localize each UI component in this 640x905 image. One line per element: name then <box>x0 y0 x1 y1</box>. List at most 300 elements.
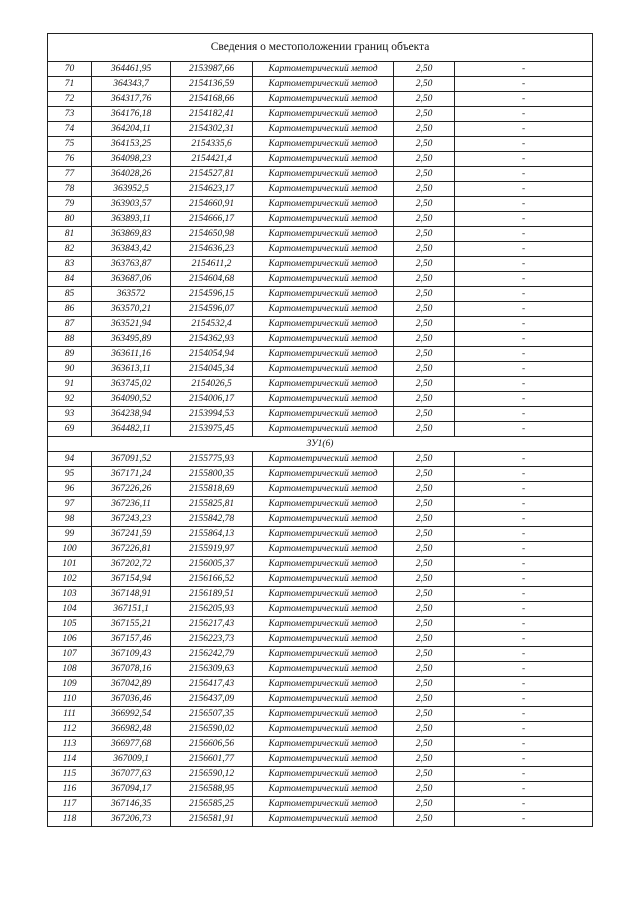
coord-y-cell: 2154650,98 <box>171 227 253 242</box>
point-number-cell: 89 <box>48 347 92 362</box>
accuracy-cell: 2,50 <box>394 422 455 437</box>
point-number-cell: 118 <box>48 812 92 827</box>
note-cell: - <box>455 452 593 467</box>
point-number-cell: 92 <box>48 392 92 407</box>
coord-x-cell: 367154,94 <box>92 572 171 587</box>
table-row <box>48 362 593 377</box>
table-row <box>48 182 593 197</box>
accuracy-cell: 2,50 <box>394 92 455 107</box>
coord-y-cell: 2156217,43 <box>171 617 253 632</box>
point-number-cell: 77 <box>48 167 92 182</box>
coord-x-cell: 367009,1 <box>92 752 171 767</box>
coord-x-cell: 363903,57 <box>92 197 171 212</box>
note-cell: - <box>455 167 593 182</box>
table-row <box>48 332 593 347</box>
coord-x-cell: 367202,72 <box>92 557 171 572</box>
coord-x-cell: 363570,21 <box>92 302 171 317</box>
point-number-cell: 94 <box>48 452 92 467</box>
method-cell: Картометрический метод <box>253 107 394 122</box>
table-row <box>48 737 593 752</box>
note-cell: - <box>455 737 593 752</box>
note-cell: - <box>455 227 593 242</box>
coord-y-cell: 2154302,31 <box>171 122 253 137</box>
accuracy-cell: 2,50 <box>394 467 455 482</box>
accuracy-cell: 2,50 <box>394 752 455 767</box>
accuracy-cell: 2,50 <box>394 647 455 662</box>
coord-x-cell: 367036,46 <box>92 692 171 707</box>
table-row <box>48 137 593 152</box>
coord-x-cell: 363952,5 <box>92 182 171 197</box>
note-cell: - <box>455 77 593 92</box>
coord-y-cell: 2154026,5 <box>171 377 253 392</box>
point-number-cell: 76 <box>48 152 92 167</box>
coord-x-cell: 363869,83 <box>92 227 171 242</box>
accuracy-cell: 2,50 <box>394 107 455 122</box>
table-row <box>48 527 593 542</box>
coord-y-cell: 2156417,43 <box>171 677 253 692</box>
method-cell: Картометрический метод <box>253 257 394 272</box>
table-row <box>48 167 593 182</box>
table-row <box>48 797 593 812</box>
method-cell: Картометрический метод <box>253 92 394 107</box>
point-number-cell: 80 <box>48 212 92 227</box>
accuracy-cell: 2,50 <box>394 362 455 377</box>
coord-y-cell: 2156606,56 <box>171 737 253 752</box>
table-body <box>48 34 593 827</box>
accuracy-cell: 2,50 <box>394 227 455 242</box>
table-row <box>48 107 593 122</box>
note-cell: - <box>455 242 593 257</box>
coord-y-cell: 2155825,81 <box>171 497 253 512</box>
table-row <box>48 722 593 737</box>
table-row <box>48 512 593 527</box>
accuracy-cell: 2,50 <box>394 137 455 152</box>
table-row <box>48 377 593 392</box>
coord-y-cell: 2156242,79 <box>171 647 253 662</box>
accuracy-cell: 2,50 <box>394 452 455 467</box>
note-cell: - <box>455 362 593 377</box>
coord-y-cell: 2156166,52 <box>171 572 253 587</box>
note-cell: - <box>455 707 593 722</box>
table-row <box>48 347 593 362</box>
accuracy-cell: 2,50 <box>394 332 455 347</box>
note-cell: - <box>455 422 593 437</box>
coord-y-cell: 2156507,35 <box>171 707 253 722</box>
accuracy-cell: 2,50 <box>394 497 455 512</box>
note-cell: - <box>455 482 593 497</box>
accuracy-cell: 2,50 <box>394 302 455 317</box>
method-cell: Картометрический метод <box>253 812 394 827</box>
table-row <box>48 92 593 107</box>
coord-x-cell: 364028,26 <box>92 167 171 182</box>
method-cell: Картометрический метод <box>253 272 394 287</box>
point-number-cell: 112 <box>48 722 92 737</box>
method-cell: Картометрический метод <box>253 137 394 152</box>
note-cell: - <box>455 512 593 527</box>
point-number-cell: 84 <box>48 272 92 287</box>
coord-y-cell: 2154604,68 <box>171 272 253 287</box>
coord-x-cell: 364482,11 <box>92 422 171 437</box>
point-number-cell: 71 <box>48 77 92 92</box>
coord-x-cell: 367094,17 <box>92 782 171 797</box>
coord-x-cell: 367042,89 <box>92 677 171 692</box>
table-row <box>48 662 593 677</box>
accuracy-cell: 2,50 <box>394 407 455 422</box>
point-number-cell: 81 <box>48 227 92 242</box>
accuracy-cell: 2,50 <box>394 617 455 632</box>
method-cell: Картометрический метод <box>253 377 394 392</box>
coord-y-cell: 2153975,45 <box>171 422 253 437</box>
coord-x-cell: 363495,89 <box>92 332 171 347</box>
coord-y-cell: 2154636,23 <box>171 242 253 257</box>
coord-y-cell: 2156585,25 <box>171 797 253 812</box>
coord-y-cell: 2154596,15 <box>171 287 253 302</box>
coord-x-cell: 367243,23 <box>92 512 171 527</box>
note-cell: - <box>455 407 593 422</box>
accuracy-cell: 2,50 <box>394 257 455 272</box>
note-cell: - <box>455 272 593 287</box>
point-number-cell: 105 <box>48 617 92 632</box>
accuracy-cell: 2,50 <box>394 737 455 752</box>
note-cell: - <box>455 677 593 692</box>
note-cell: - <box>455 797 593 812</box>
coord-x-cell: 364343,7 <box>92 77 171 92</box>
method-cell: Картометрический метод <box>253 227 394 242</box>
coord-y-cell: 2154045,34 <box>171 362 253 377</box>
table-row <box>48 152 593 167</box>
coord-x-cell: 367148,91 <box>92 587 171 602</box>
coord-y-cell: 2153987,66 <box>171 62 253 77</box>
point-number-cell: 86 <box>48 302 92 317</box>
note-cell: - <box>455 692 593 707</box>
accuracy-cell: 2,50 <box>394 482 455 497</box>
coord-x-cell: 367171,24 <box>92 467 171 482</box>
section-label: ЗУ1(6) <box>48 437 593 452</box>
method-cell: Картометрический метод <box>253 737 394 752</box>
method-cell: Картометрический метод <box>253 407 394 422</box>
point-number-cell: 87 <box>48 317 92 332</box>
accuracy-cell: 2,50 <box>394 587 455 602</box>
method-cell: Картометрический метод <box>253 557 394 572</box>
point-number-cell: 88 <box>48 332 92 347</box>
coord-y-cell: 2155864,13 <box>171 527 253 542</box>
boundary-table <box>47 33 593 827</box>
method-cell: Картометрический метод <box>253 62 394 77</box>
method-cell: Картометрический метод <box>253 662 394 677</box>
method-cell: Картометрический метод <box>253 152 394 167</box>
point-number-cell: 70 <box>48 62 92 77</box>
note-cell: - <box>455 527 593 542</box>
table-row <box>48 557 593 572</box>
coord-x-cell: 364090,52 <box>92 392 171 407</box>
note-cell: - <box>455 182 593 197</box>
note-cell: - <box>455 467 593 482</box>
table-row <box>48 497 593 512</box>
point-number-cell: 96 <box>48 482 92 497</box>
method-cell: Картометрический метод <box>253 332 394 347</box>
table-row <box>48 482 593 497</box>
table-title: Сведения о местоположении границ объекта <box>48 34 593 62</box>
coord-x-cell: 363613,11 <box>92 362 171 377</box>
accuracy-cell: 2,50 <box>394 317 455 332</box>
method-cell: Картометрический метод <box>253 467 394 482</box>
coord-x-cell: 367146,35 <box>92 797 171 812</box>
coord-x-cell: 363687,06 <box>92 272 171 287</box>
table-row <box>48 587 593 602</box>
table-row <box>48 782 593 797</box>
point-number-cell: 78 <box>48 182 92 197</box>
note-cell: - <box>455 137 593 152</box>
accuracy-cell: 2,50 <box>394 557 455 572</box>
accuracy-cell: 2,50 <box>394 182 455 197</box>
table-row <box>48 227 593 242</box>
method-cell: Картометрический метод <box>253 617 394 632</box>
method-cell: Картометрический метод <box>253 362 394 377</box>
coord-x-cell: 367155,21 <box>92 617 171 632</box>
point-number-cell: 85 <box>48 287 92 302</box>
table-row <box>48 122 593 137</box>
note-cell: - <box>455 212 593 227</box>
coord-y-cell: 2156309,63 <box>171 662 253 677</box>
point-number-cell: 74 <box>48 122 92 137</box>
coord-x-cell: 364098,23 <box>92 152 171 167</box>
section-row <box>48 437 593 452</box>
table-row <box>48 272 593 287</box>
note-cell: - <box>455 392 593 407</box>
note-cell: - <box>455 557 593 572</box>
note-cell: - <box>455 542 593 557</box>
method-cell: Картометрический метод <box>253 647 394 662</box>
coord-y-cell: 2156437,09 <box>171 692 253 707</box>
point-number-cell: 82 <box>48 242 92 257</box>
point-number-cell: 106 <box>48 632 92 647</box>
coord-y-cell: 2156601,77 <box>171 752 253 767</box>
title-row <box>48 34 593 62</box>
note-cell: - <box>455 347 593 362</box>
coord-y-cell: 2155919,97 <box>171 542 253 557</box>
accuracy-cell: 2,50 <box>394 197 455 212</box>
note-cell: - <box>455 152 593 167</box>
method-cell: Картометрический метод <box>253 602 394 617</box>
coord-x-cell: 364176,18 <box>92 107 171 122</box>
note-cell: - <box>455 572 593 587</box>
method-cell: Картометрический метод <box>253 242 394 257</box>
accuracy-cell: 2,50 <box>394 377 455 392</box>
note-cell: - <box>455 602 593 617</box>
coord-x-cell: 367078,16 <box>92 662 171 677</box>
method-cell: Картометрический метод <box>253 782 394 797</box>
method-cell: Картометрический метод <box>253 767 394 782</box>
method-cell: Картометрический метод <box>253 287 394 302</box>
accuracy-cell: 2,50 <box>394 392 455 407</box>
coord-x-cell: 367151,1 <box>92 602 171 617</box>
point-number-cell: 98 <box>48 512 92 527</box>
note-cell: - <box>455 287 593 302</box>
coord-y-cell: 2156205,93 <box>171 602 253 617</box>
point-number-cell: 97 <box>48 497 92 512</box>
table-row <box>48 707 593 722</box>
method-cell: Картометрический метод <box>253 77 394 92</box>
accuracy-cell: 2,50 <box>394 572 455 587</box>
coord-y-cell: 2156581,91 <box>171 812 253 827</box>
method-cell: Картометрический метод <box>253 347 394 362</box>
coord-y-cell: 2156189,51 <box>171 587 253 602</box>
coord-y-cell: 2156005,37 <box>171 557 253 572</box>
table-row <box>48 452 593 467</box>
coord-x-cell: 367241,59 <box>92 527 171 542</box>
coord-y-cell: 2155842,78 <box>171 512 253 527</box>
note-cell: - <box>455 377 593 392</box>
accuracy-cell: 2,50 <box>394 347 455 362</box>
note-cell: - <box>455 122 593 137</box>
accuracy-cell: 2,50 <box>394 287 455 302</box>
accuracy-cell: 2,50 <box>394 692 455 707</box>
table-row <box>48 617 593 632</box>
point-number-cell: 116 <box>48 782 92 797</box>
accuracy-cell: 2,50 <box>394 662 455 677</box>
note-cell: - <box>455 317 593 332</box>
accuracy-cell: 2,50 <box>394 707 455 722</box>
note-cell: - <box>455 197 593 212</box>
coord-y-cell: 2154666,17 <box>171 212 253 227</box>
accuracy-cell: 2,50 <box>394 77 455 92</box>
method-cell: Картометрический метод <box>253 392 394 407</box>
coord-y-cell: 2154006,17 <box>171 392 253 407</box>
table-row <box>48 257 593 272</box>
coord-x-cell: 367109,43 <box>92 647 171 662</box>
method-cell: Картометрический метод <box>253 527 394 542</box>
coord-x-cell: 363521,94 <box>92 317 171 332</box>
method-cell: Картометрический метод <box>253 497 394 512</box>
accuracy-cell: 2,50 <box>394 722 455 737</box>
table-row <box>48 287 593 302</box>
note-cell: - <box>455 647 593 662</box>
coord-x-cell: 366982,48 <box>92 722 171 737</box>
method-cell: Картометрический метод <box>253 632 394 647</box>
coord-y-cell: 2156223,73 <box>171 632 253 647</box>
coord-y-cell: 2156590,12 <box>171 767 253 782</box>
table-row <box>48 197 593 212</box>
coord-y-cell: 2154623,17 <box>171 182 253 197</box>
coord-y-cell: 2153994,53 <box>171 407 253 422</box>
method-cell: Картометрический метод <box>253 542 394 557</box>
accuracy-cell: 2,50 <box>394 242 455 257</box>
method-cell: Картометрический метод <box>253 197 394 212</box>
table-row <box>48 407 593 422</box>
accuracy-cell: 2,50 <box>394 512 455 527</box>
accuracy-cell: 2,50 <box>394 152 455 167</box>
coord-y-cell: 2154168,66 <box>171 92 253 107</box>
accuracy-cell: 2,50 <box>394 527 455 542</box>
table-row <box>48 302 593 317</box>
table-row <box>48 812 593 827</box>
coord-y-cell: 2154660,91 <box>171 197 253 212</box>
coord-x-cell: 363611,16 <box>92 347 171 362</box>
method-cell: Картометрический метод <box>253 317 394 332</box>
accuracy-cell: 2,50 <box>394 602 455 617</box>
note-cell: - <box>455 782 593 797</box>
point-number-cell: 91 <box>48 377 92 392</box>
point-number-cell: 104 <box>48 602 92 617</box>
method-cell: Картометрический метод <box>253 452 394 467</box>
coord-x-cell: 366992,54 <box>92 707 171 722</box>
method-cell: Картометрический метод <box>253 212 394 227</box>
point-number-cell: 101 <box>48 557 92 572</box>
coord-y-cell: 2155800,35 <box>171 467 253 482</box>
coord-y-cell: 2154596,07 <box>171 302 253 317</box>
table-row <box>48 422 593 437</box>
note-cell: - <box>455 812 593 827</box>
method-cell: Картометрический метод <box>253 302 394 317</box>
point-number-cell: 103 <box>48 587 92 602</box>
accuracy-cell: 2,50 <box>394 167 455 182</box>
method-cell: Картометрический метод <box>253 512 394 527</box>
note-cell: - <box>455 752 593 767</box>
accuracy-cell: 2,50 <box>394 542 455 557</box>
note-cell: - <box>455 257 593 272</box>
method-cell: Картометрический метод <box>253 797 394 812</box>
method-cell: Картометрический метод <box>253 587 394 602</box>
accuracy-cell: 2,50 <box>394 797 455 812</box>
point-number-cell: 100 <box>48 542 92 557</box>
coord-y-cell: 2154362,93 <box>171 332 253 347</box>
table-row <box>48 752 593 767</box>
point-number-cell: 99 <box>48 527 92 542</box>
coord-x-cell: 364238,94 <box>92 407 171 422</box>
accuracy-cell: 2,50 <box>394 677 455 692</box>
coord-x-cell: 367091,52 <box>92 452 171 467</box>
table-row <box>48 572 593 587</box>
point-number-cell: 108 <box>48 662 92 677</box>
table-row <box>48 77 593 92</box>
note-cell: - <box>455 632 593 647</box>
point-number-cell: 113 <box>48 737 92 752</box>
coord-y-cell: 2155818,69 <box>171 482 253 497</box>
note-cell: - <box>455 662 593 677</box>
point-number-cell: 69 <box>48 422 92 437</box>
point-number-cell: 107 <box>48 647 92 662</box>
point-number-cell: 90 <box>48 362 92 377</box>
coord-y-cell: 2154527,81 <box>171 167 253 182</box>
point-number-cell: 115 <box>48 767 92 782</box>
method-cell: Картометрический метод <box>253 422 394 437</box>
table-row <box>48 467 593 482</box>
coord-x-cell: 367206,73 <box>92 812 171 827</box>
table-row <box>48 677 593 692</box>
note-cell: - <box>455 332 593 347</box>
point-number-cell: 83 <box>48 257 92 272</box>
coord-y-cell: 2154182,41 <box>171 107 253 122</box>
table-row <box>48 392 593 407</box>
table-row <box>48 632 593 647</box>
table-row <box>48 242 593 257</box>
note-cell: - <box>455 62 593 77</box>
method-cell: Картометрический метод <box>253 482 394 497</box>
point-number-cell: 110 <box>48 692 92 707</box>
method-cell: Картометрический метод <box>253 677 394 692</box>
accuracy-cell: 2,50 <box>394 632 455 647</box>
accuracy-cell: 2,50 <box>394 767 455 782</box>
method-cell: Картометрический метод <box>253 752 394 767</box>
note-cell: - <box>455 767 593 782</box>
table-row <box>48 692 593 707</box>
accuracy-cell: 2,50 <box>394 272 455 287</box>
accuracy-cell: 2,50 <box>394 212 455 227</box>
point-number-cell: 102 <box>48 572 92 587</box>
document-sheet <box>47 33 592 827</box>
coord-y-cell: 2156588,95 <box>171 782 253 797</box>
coord-x-cell: 367226,26 <box>92 482 171 497</box>
